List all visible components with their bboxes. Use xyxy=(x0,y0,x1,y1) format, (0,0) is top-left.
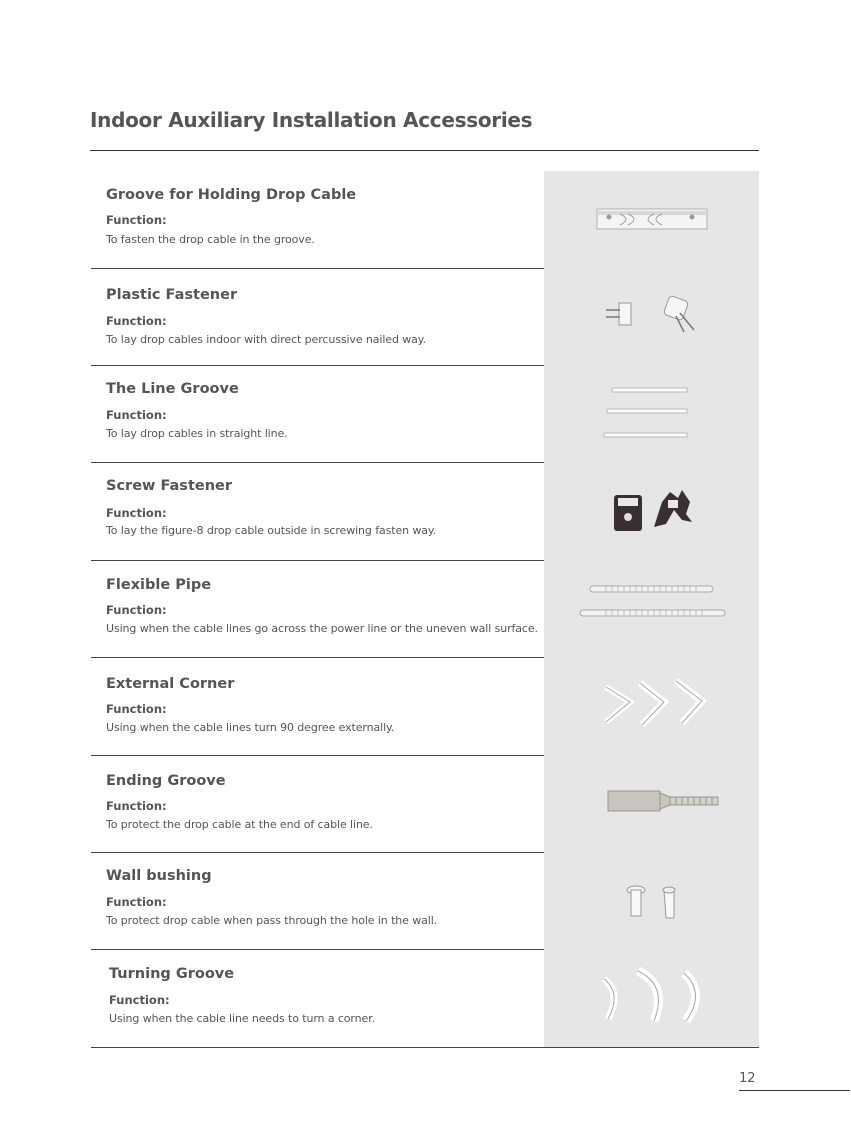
function-label: Function: xyxy=(109,993,170,1007)
function-description: To lay drop cables indoor with direct percussive nailed way. xyxy=(106,333,427,346)
flexible-pipe-icon xyxy=(544,560,759,657)
accessory-row xyxy=(91,560,759,658)
accessory-row xyxy=(91,462,759,561)
accessory-name: Groove for Holding Drop Cable xyxy=(106,187,357,203)
accessory-name: Turning Groove xyxy=(109,966,235,982)
external-corner-icon xyxy=(544,657,759,755)
function-label: Function: xyxy=(106,895,167,909)
function-label: Function: xyxy=(106,702,167,716)
ending-groove-icon xyxy=(544,755,759,852)
page-number-rule xyxy=(739,1090,850,1091)
function-description: To protect the drop cable at the end of cable line. xyxy=(106,818,373,831)
accessory-name: Wall bushing xyxy=(106,868,212,884)
accessory-name: Screw Fastener xyxy=(106,478,233,494)
accessory-row xyxy=(91,949,759,1048)
turning-groove-icon xyxy=(544,949,759,1047)
page-title: Indoor Auxiliary Installation Accessories xyxy=(90,108,533,132)
plastic-fastener-icon xyxy=(544,268,759,365)
accessory-name: Flexible Pipe xyxy=(106,577,212,593)
function-label: Function: xyxy=(106,314,167,328)
title-divider xyxy=(90,150,759,151)
function-label: Function: xyxy=(106,603,167,617)
accessory-name: Plastic Fastener xyxy=(106,287,238,303)
groove-holding-drop-cable-icon xyxy=(544,171,759,268)
function-description: To protect drop cable when pass through the hole in the wall. xyxy=(106,914,438,927)
screw-fastener-icon xyxy=(544,462,759,560)
page-number: 12 xyxy=(739,1071,756,1086)
function-description: To lay drop cables in straight line. xyxy=(106,427,288,440)
function-description: Using when the cable line needs to turn a corner. xyxy=(109,1012,376,1025)
wall-bushing-icon xyxy=(544,852,759,949)
function-label: Function: xyxy=(106,506,167,520)
accessory-row xyxy=(91,755,759,853)
accessory-name: Ending Groove xyxy=(106,773,226,789)
accessory-row xyxy=(91,657,759,756)
function-label: Function: xyxy=(106,408,167,422)
accessory-name: The Line Groove xyxy=(106,381,239,397)
accessory-row xyxy=(91,852,759,950)
function-description: Using when the cable lines go across the power line or the uneven wall surface. xyxy=(106,622,538,635)
function-label: Function: xyxy=(106,213,167,227)
accessory-row xyxy=(91,365,759,463)
function-description: To lay the figure-8 drop cable outside in screwing fasten way. xyxy=(106,524,437,537)
function-description: Using when the cable lines turn 90 degree externally. xyxy=(106,721,395,734)
accessory-row xyxy=(91,268,759,366)
function-label: Function: xyxy=(106,799,167,813)
function-description: To fasten the drop cable in the groove. xyxy=(106,233,315,246)
accessory-name: External Corner xyxy=(106,676,235,692)
accessory-row xyxy=(91,171,759,269)
line-groove-icon xyxy=(544,365,759,462)
